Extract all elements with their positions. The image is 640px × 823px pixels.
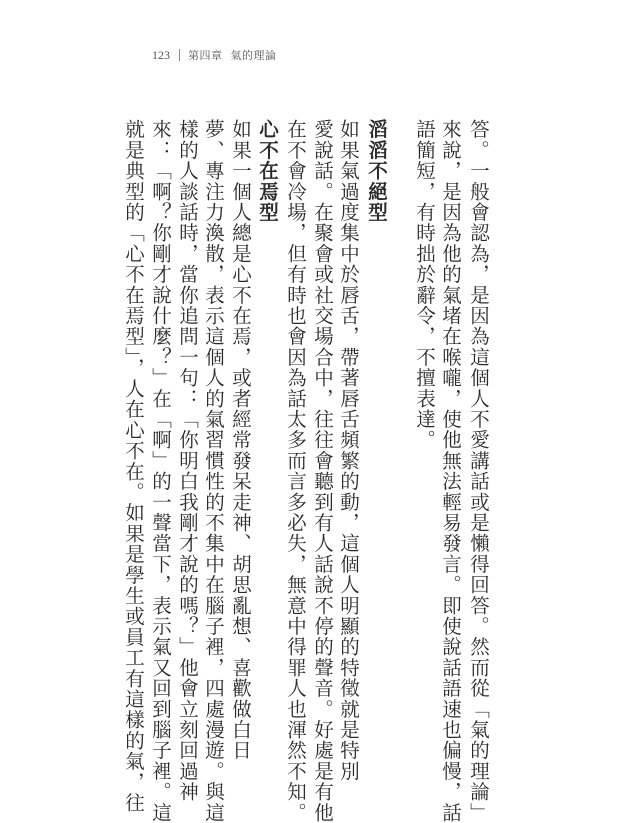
text-column-13: 就是典型的「心不在焉型」，人在心不在。如果是學生或員工有這樣的氣，往 [122,119,145,814]
text-column-5: 如果氣過度集中於唇舌，帶著唇舌頻繁的動，這個人明顯的特徵就是特別 [337,119,360,782]
section-heading-talkative: 滔滔不絕型 [365,119,388,223]
text-column-12: 來：「啊？你剛才說什麼？」在「啊」的一聲當下，表示氣又回到腦子裡。這 [149,119,172,823]
chapter-title: 氣的理論 [230,49,277,62]
text-column-3: 語簡短，有時拙於辭令，不擅表達。 [413,119,436,451]
text-column-6: 愛說話。在聚會或社交場合中，往往會聽到有人話說不停的聲音。好處是有他 [311,119,334,823]
text-column-9: 如果一個人總是心不在焉，或者經常發呆走神、胡思亂想、喜歡做白日 [229,119,252,761]
chapter-label: 第四章 [188,49,223,62]
text-column-1: 答。一般會認為，是因為這個人不愛講話或是懶得回答。然而從「氣的理論」 [467,119,490,823]
text-column-11: 樣的人談話時，當你追問一句：「你明白我剛才說的嗎？」他會立刻回過神 [176,119,199,803]
header-divider [179,49,180,61]
text-column-10: 夢、專注力渙散，表示這個人的氣習慣性的不集中在腦子裡，四處漫遊。與這 [202,119,225,823]
text-column-2: 來說，是因為他的氣堵在喉嚨，使他無法輕易發言。即使說話語速也偏慢，話 [439,119,462,823]
page-number: 123 [152,47,170,62]
section-heading-absentminded: 心不在焉型 [256,119,279,223]
running-header [152,47,277,63]
text-column-7: 在不會冷場，但有時也會因為話太多而言多必失，無意中得罪人也渾然不知。 [284,119,307,823]
